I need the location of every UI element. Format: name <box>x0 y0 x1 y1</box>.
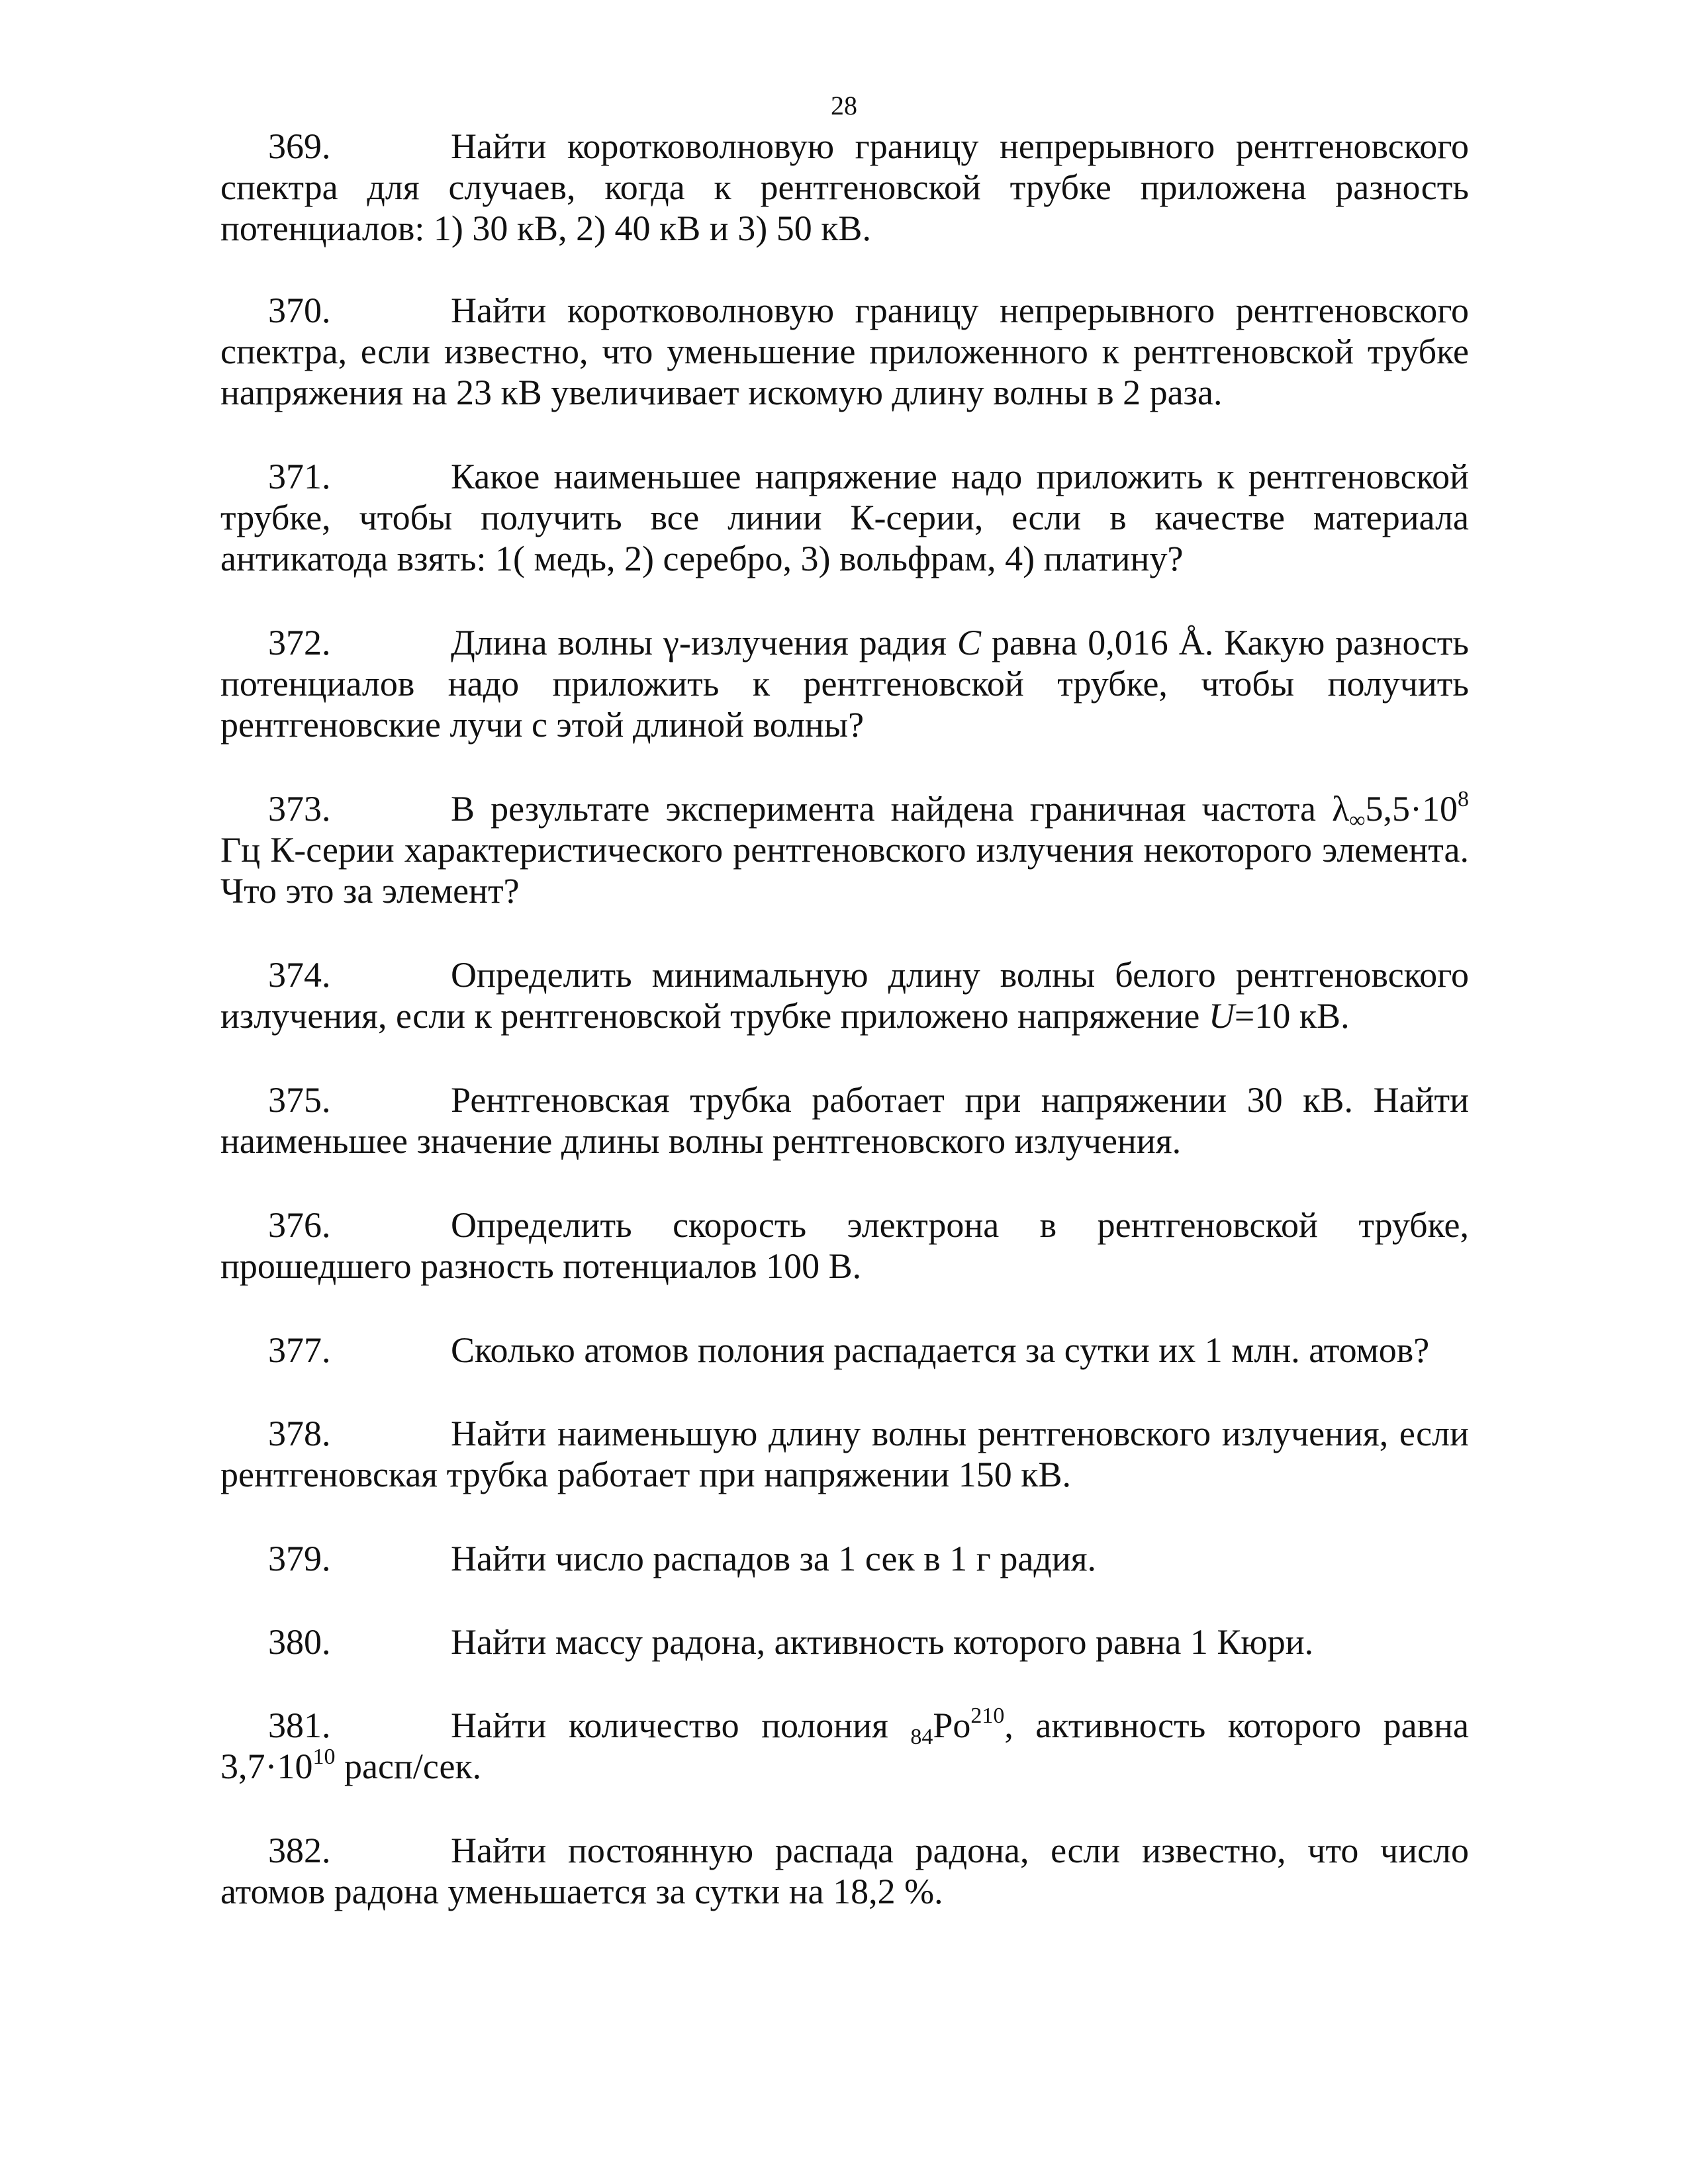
problem-number: 379. <box>268 1539 331 1578</box>
problem-text-a: Найти количество полония <box>451 1706 911 1745</box>
problem-number: 369. <box>268 126 331 166</box>
problem-text: Найти массу радона, активность которого равна 1 Кюри. <box>451 1622 1314 1662</box>
problem-text-c: , активность которого равна 3,7·10 <box>220 1706 1469 1786</box>
problem-377 <box>220 1330 1469 1371</box>
page-number: 28 <box>831 91 857 120</box>
problem-373 <box>220 788 1469 911</box>
problem-text: Сколько атомов полония распадается за сутки их 1 млн. атомов? <box>451 1330 1430 1370</box>
problem-text: Найти наименьшую длину волны рентгеновского излучения, если рентгеновская трубка работает при напряжении 150 кВ. <box>220 1414 1469 1494</box>
problem-376 <box>220 1205 1469 1287</box>
problem-380 <box>220 1621 1469 1662</box>
problem-text-b: =10 кВ. <box>1234 996 1350 1036</box>
problem-text: Определить скорость электрона в рентгеновской трубке, прошедшего разность потенциалов 100 В. <box>220 1205 1469 1286</box>
problem-370 <box>220 290 1469 413</box>
problem-number: 374. <box>268 955 331 995</box>
problem-text: Какое наименьшее напряжение надо приложить к рентгеновской трубке, чтобы получить все линии К-серии, если в качестве материала антикатода взять: 1( медь, 2) серебро, 3) вольфрам, 4) платину? <box>220 457 1469 578</box>
problem-text-a: В результате эксперимента найдена граничная частота λ <box>451 789 1350 829</box>
problem-372 <box>220 622 1469 745</box>
problem-382 <box>220 1830 1469 1912</box>
problem-371 <box>220 456 1469 579</box>
problem-number: 382. <box>268 1831 331 1870</box>
problem-number: 377. <box>268 1330 331 1370</box>
problem-text-italic: U <box>1208 996 1235 1036</box>
problem-number: 381. <box>268 1706 331 1745</box>
atomic-number: 84 <box>910 1725 933 1749</box>
problem-number: 373. <box>268 789 331 829</box>
problem-text: Найти коротковолновую границу непрерывного рентгеновского спектра, если известно, что уменьшение приложенного к рентгеновской трубке напряжения на 23 кВ увеличивает искомую длину волны в 2 раза. <box>220 291 1469 412</box>
problem-378 <box>220 1413 1469 1495</box>
problem-369 <box>220 126 1469 249</box>
problem-number: 380. <box>268 1622 331 1662</box>
problem-number: 370. <box>268 291 331 330</box>
problem-text-d: расп/сек. <box>335 1747 482 1786</box>
problem-text-a: Длина волны γ-излучения радия <box>451 623 957 662</box>
problem-number: 375. <box>268 1080 331 1120</box>
exponent: 8 <box>1458 787 1469 811</box>
exponent: 10 <box>312 1745 336 1769</box>
problem-381 <box>220 1705 1469 1787</box>
problem-number: 376. <box>268 1205 331 1245</box>
problem-text-italic: С <box>957 623 981 662</box>
element-symbol: Po <box>933 1706 971 1745</box>
lambda-subscript: ∞ <box>1349 808 1366 833</box>
problem-text: Найти постоянную распада радона, если известно, что число атомов радона уменьшается за сутки на 18,2 %. <box>220 1831 1469 1911</box>
problem-text: Найти коротковолновую границу непрерывного рентгеновского спектра для случаев, когда к рентгеновской трубке приложена разность потенциалов: 1) 30 кВ, 2) 40 кВ и 3) 50 кВ. <box>220 126 1469 248</box>
problem-375 <box>220 1079 1469 1161</box>
problem-number: 378. <box>268 1414 331 1453</box>
mass-number: 210 <box>970 1704 1005 1728</box>
problem-text-b: 5,5·10 <box>1365 789 1458 829</box>
problem-text: Рентгеновская трубка работает при напряжении 30 кВ. Найти наименьшее значение длины волны рентгеновского излучения. <box>220 1080 1469 1161</box>
problem-text-a: Определить минимальную длину волны белого рентгеновского излучения, если к рентгеновской трубке приложено напряжение <box>220 955 1469 1036</box>
problem-374 <box>220 954 1469 1036</box>
problem-text-b: равна 0,016 Å. Какую разность потенциалов надо приложить к рентгеновской трубке, чтобы получить рентгеновские лучи с этой длиной волны? <box>220 623 1469 745</box>
problem-379 <box>220 1538 1469 1579</box>
problem-text: Найти число распадов за 1 сек в 1 г радия. <box>451 1539 1097 1578</box>
problem-number: 371. <box>268 457 331 496</box>
problem-number: 372. <box>268 623 331 662</box>
problem-text-c: Гц К-серии характеристического рентгеновского излучения некоторого элемента. Что это за элемент? <box>220 830 1469 911</box>
